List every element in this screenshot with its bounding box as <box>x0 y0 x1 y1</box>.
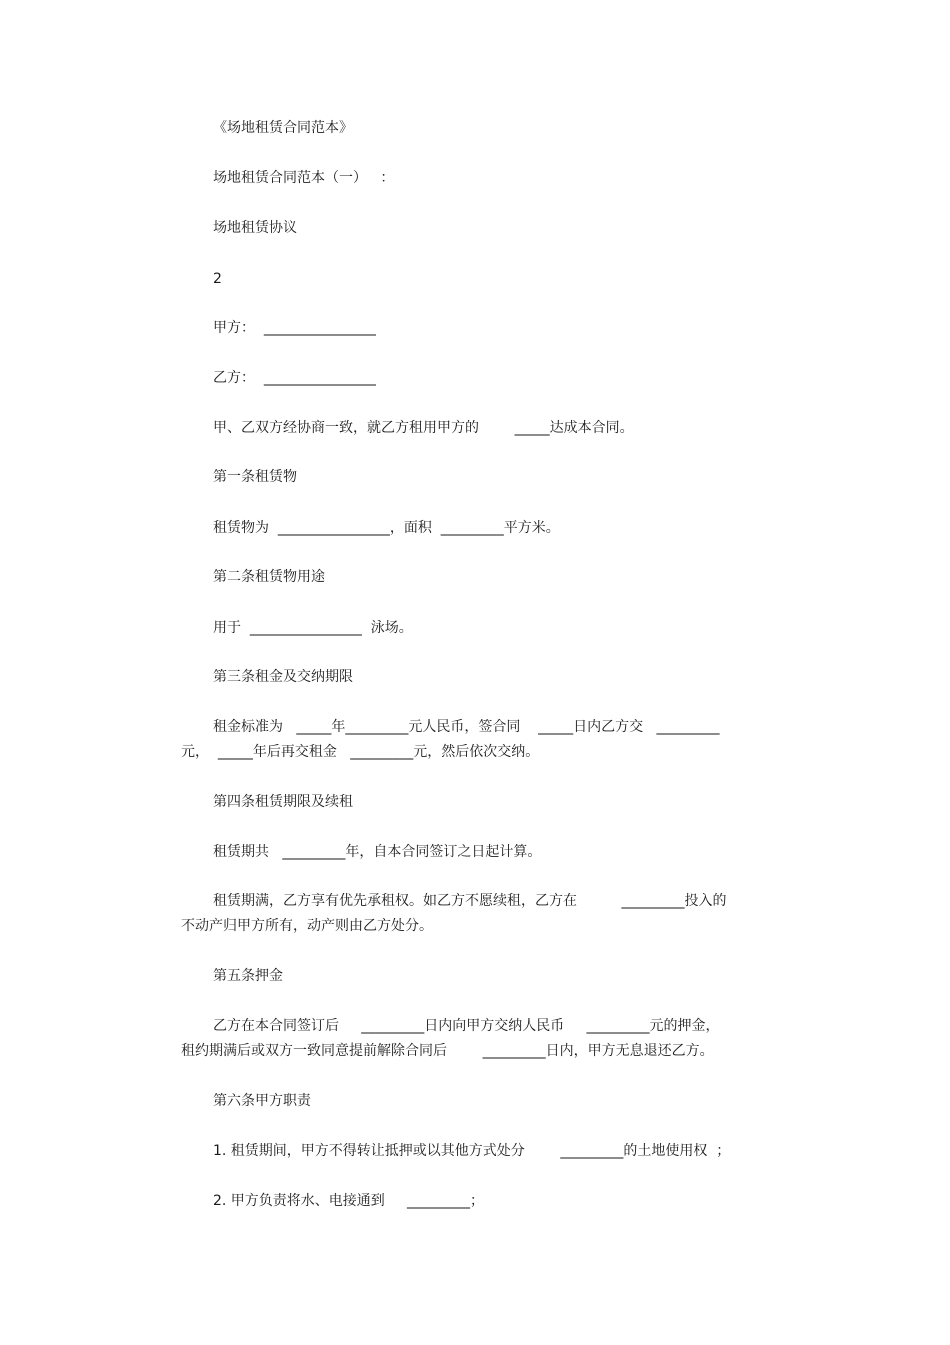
article-2-text: 用于 ________________ 泳场。 <box>213 620 413 636</box>
article-6-item-2: 2. 甲方负责将水、电接通到 _________； <box>213 1193 485 1209</box>
party-a-line: 甲方： ________________ <box>213 320 376 336</box>
agreement-heading: 场地租赁协议 <box>213 220 297 236</box>
article-3-text-line-1: 租金标准为 _____年_________元人民币，签合同 _____日内乙方交 _________ <box>213 719 720 735</box>
article-4-text-2-line-1: 租赁期满，乙方享有优先承租权。如乙方不愿续租，乙方在 _________投入的 <box>213 893 727 909</box>
article-6-item-1: 1. 租赁期间，甲方不得转让抵押或以其他方式处分 _________的土地使用权 ； <box>213 1143 731 1159</box>
article-5-heading: 第五条押金 <box>213 968 283 984</box>
page-marker: 2 <box>213 271 222 287</box>
article-1-heading: 第一条租赁物 <box>213 469 297 485</box>
document-title: 《场地租赁合同范本》 <box>213 120 353 136</box>
article-3-heading: 第三条租金及交纳期限 <box>213 669 353 685</box>
article-6-heading: 第六条甲方职责 <box>213 1093 311 1109</box>
article-5-text-line-1: 乙方在本合同签订后 _________日内向甲方交纳人民币 _________元的押金， <box>213 1018 720 1034</box>
article-3-text-line-2: 元， _____年后再交租金 _________元，然后依次交纳。 <box>181 744 540 760</box>
article-2-heading: 第二条租赁物用途 <box>213 569 325 585</box>
article-4-heading: 第四条租赁期限及续租 <box>213 794 353 810</box>
article-5-text-line-2: 租约期满后或双方一致同意提前解除合同后 _________日内，甲方无息退还乙方。 <box>181 1043 714 1059</box>
article-1-text: 租赁物为 ________________，面积 _________平方米。 <box>213 520 560 536</box>
article-4-text-2-line-2: 不动产归甲方所有，动产则由乙方处分。 <box>181 918 433 934</box>
article-4-text-1: 租赁期共 _________年，自本合同签订之日起计算。 <box>213 844 542 860</box>
document-subtitle: 场地租赁合同范本（一） ： <box>213 170 395 186</box>
party-b-line: 乙方： ________________ <box>213 370 376 386</box>
preamble-text: 甲、乙双方经协商一致，就乙方租用甲方的 _____达成本合同。 <box>213 420 634 436</box>
